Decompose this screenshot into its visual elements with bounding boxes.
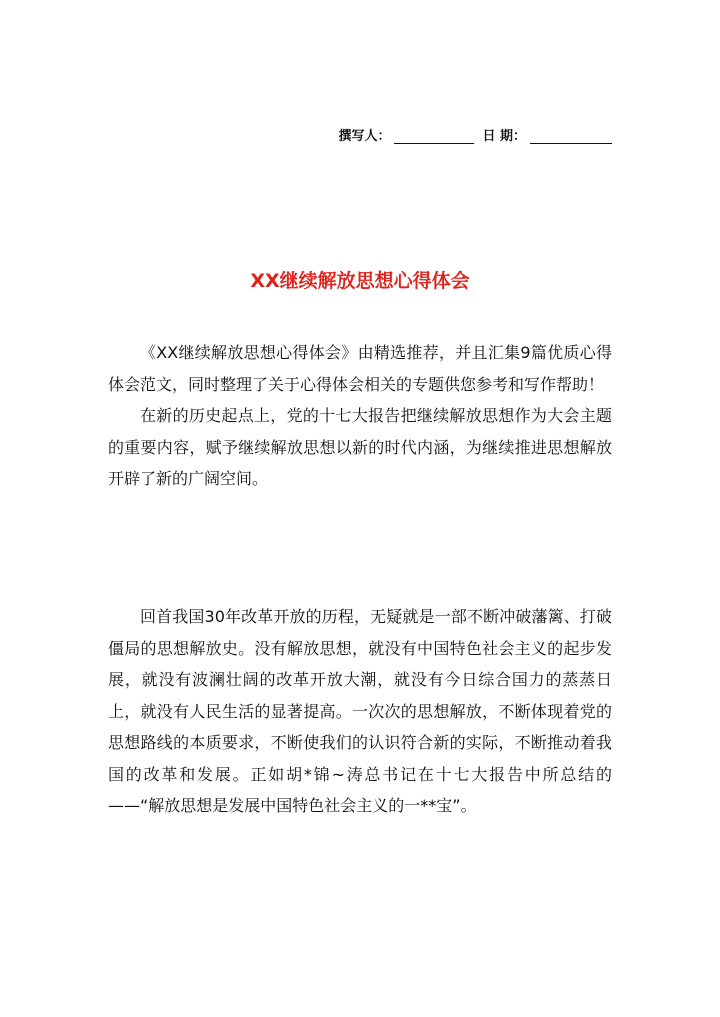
body-section [108,601,612,822]
paragraph-intro: 《XX继续解放思想心得体会》由精选推荐，并且汇集9篇优质心得体会范文，同时整理了关于心得体会相关的专题供您参考和写作帮助！ [108,343,612,394]
date-label: 日 期： [482,129,526,144]
header-fields [338,125,612,144]
author-blank-line [394,129,474,144]
date-blank-line [530,129,612,144]
document-title: XX继续解放思想心得体会 [250,270,470,292]
paragraph-background: 在新的历史起点上，党的十七大报告把继续解放思想作为大会主题的重要内容，赋予继续解放思想以新的时代内涵，为继续推进思想解放开辟了新的广阔空间。 [108,406,612,488]
author-label: 撰写人： [338,129,391,144]
intro-section [108,337,612,495]
paragraph-review: 回首我国30年改革开放的历程，无疑就是一部不断冲破藩篱、打破僵局的思想解放史。没有解放思想，就没有中国特色社会主义的起步发展，就没有波澜壮阔的改革开放大潮，就没有今日综合国力的蒸蒸日上，就没有人民生活的显著提高。一次次的思想解放，不断体现着党的思想路线的本质要求，不断使我们的认识符合新的实际，不断推动着我国的改革和发展。正如胡*锦~涛总书记在十七大报告中所总结的——“解放思想是发展中国特色社会主义的一**宝”。 [108,607,612,815]
